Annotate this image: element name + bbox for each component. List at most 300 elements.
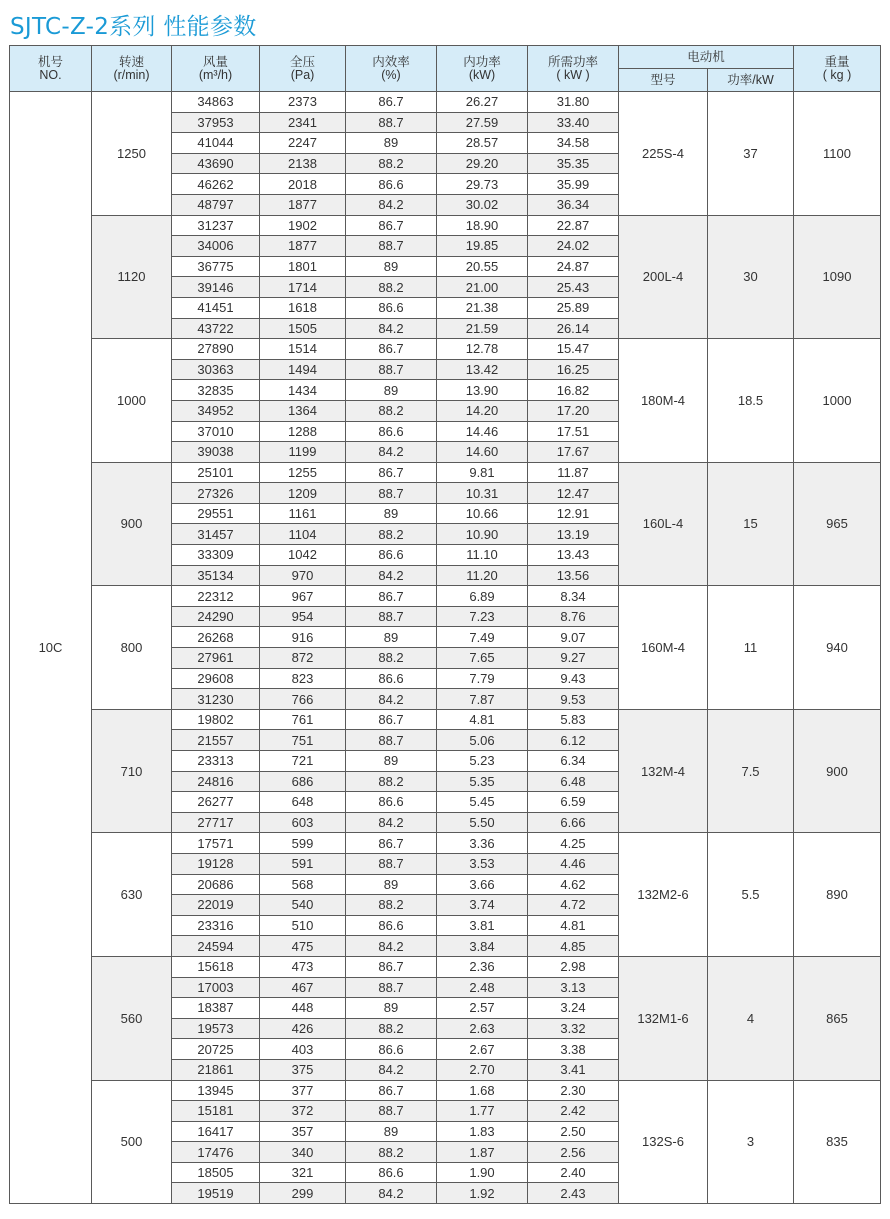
required-power-cell: 26.14	[528, 318, 619, 339]
efficiency-cell: 86.7	[346, 956, 437, 977]
motor-power-cell: 5.5	[708, 833, 794, 957]
weight-cell: 1090	[794, 215, 881, 339]
efficiency-cell: 86.7	[346, 709, 437, 730]
required-power-cell: 2.40	[528, 1162, 619, 1183]
pressure-cell: 648	[260, 792, 346, 813]
airflow-cell: 20725	[172, 1039, 260, 1060]
pressure-cell: 1104	[260, 524, 346, 545]
efficiency-cell: 88.2	[346, 524, 437, 545]
motor-power-cell: 3	[708, 1080, 794, 1204]
motor-power-cell: 4	[708, 956, 794, 1080]
required-power-cell: 9.53	[528, 689, 619, 710]
pressure-cell: 321	[260, 1162, 346, 1183]
efficiency-cell: 86.7	[346, 833, 437, 854]
inner-power-cell: 14.20	[437, 400, 528, 421]
required-power-cell: 4.25	[528, 833, 619, 854]
airflow-cell: 34863	[172, 92, 260, 113]
airflow-cell: 31230	[172, 689, 260, 710]
airflow-cell: 41451	[172, 297, 260, 318]
header-airflow: 风量 (m³/h)	[172, 46, 260, 92]
airflow-cell: 18505	[172, 1162, 260, 1183]
efficiency-cell: 89	[346, 503, 437, 524]
efficiency-cell: 86.7	[346, 586, 437, 607]
airflow-cell: 39146	[172, 277, 260, 298]
motor-model-cell: 180M-4	[619, 339, 708, 463]
efficiency-cell: 84.2	[346, 1183, 437, 1204]
inner-power-cell: 30.02	[437, 194, 528, 215]
inner-power-cell: 3.74	[437, 895, 528, 916]
inner-power-cell: 10.31	[437, 483, 528, 504]
pressure-cell: 357	[260, 1121, 346, 1142]
table-body	[10, 92, 881, 1204]
efficiency-cell: 84.2	[346, 936, 437, 957]
required-power-cell: 17.20	[528, 400, 619, 421]
pressure-cell: 2373	[260, 92, 346, 113]
pressure-cell: 377	[260, 1080, 346, 1101]
weight-cell: 1000	[794, 339, 881, 463]
required-power-cell: 2.43	[528, 1183, 619, 1204]
required-power-cell: 2.56	[528, 1142, 619, 1163]
required-power-cell: 34.58	[528, 133, 619, 154]
airflow-cell: 26277	[172, 792, 260, 813]
required-power-cell: 24.87	[528, 256, 619, 277]
header-motor-power: 功率/kW	[708, 69, 794, 92]
required-power-cell: 12.47	[528, 483, 619, 504]
weight-cell: 890	[794, 833, 881, 957]
pressure-cell: 686	[260, 771, 346, 792]
table-row	[10, 92, 881, 113]
required-power-cell: 6.34	[528, 751, 619, 772]
airflow-cell: 21557	[172, 730, 260, 751]
required-power-cell: 3.41	[528, 1059, 619, 1080]
motor-power-cell: 30	[708, 215, 794, 339]
speed-cell: 500	[92, 1080, 172, 1204]
pressure-cell: 1877	[260, 236, 346, 257]
efficiency-cell: 84.2	[346, 565, 437, 586]
inner-power-cell: 6.89	[437, 586, 528, 607]
inner-power-cell: 2.48	[437, 977, 528, 998]
header-weight: 重量 ( kg )	[794, 46, 881, 92]
pressure-cell: 916	[260, 627, 346, 648]
pressure-cell: 766	[260, 689, 346, 710]
speed-cell: 800	[92, 586, 172, 710]
pressure-cell: 954	[260, 606, 346, 627]
pressure-cell: 426	[260, 1018, 346, 1039]
required-power-cell: 9.07	[528, 627, 619, 648]
table-row	[10, 339, 881, 360]
inner-power-cell: 3.66	[437, 874, 528, 895]
inner-power-cell: 9.81	[437, 462, 528, 483]
pressure-cell: 1434	[260, 380, 346, 401]
efficiency-cell: 86.6	[346, 915, 437, 936]
pressure-cell: 1877	[260, 194, 346, 215]
inner-power-cell: 1.90	[437, 1162, 528, 1183]
efficiency-cell: 84.2	[346, 442, 437, 463]
inner-power-cell: 18.90	[437, 215, 528, 236]
pressure-cell: 2018	[260, 174, 346, 195]
required-power-cell: 35.35	[528, 153, 619, 174]
weight-cell: 865	[794, 956, 881, 1080]
airflow-cell: 24290	[172, 606, 260, 627]
airflow-cell: 17003	[172, 977, 260, 998]
required-power-cell: 4.62	[528, 874, 619, 895]
efficiency-cell: 86.6	[346, 174, 437, 195]
inner-power-cell: 7.23	[437, 606, 528, 627]
airflow-cell: 23316	[172, 915, 260, 936]
inner-power-cell: 3.53	[437, 853, 528, 874]
required-power-cell: 16.25	[528, 359, 619, 380]
pressure-cell: 568	[260, 874, 346, 895]
airflow-cell: 23313	[172, 751, 260, 772]
inner-power-cell: 28.57	[437, 133, 528, 154]
airflow-cell: 21861	[172, 1059, 260, 1080]
airflow-cell: 19573	[172, 1018, 260, 1039]
table-row	[10, 1080, 881, 1101]
table-row	[10, 462, 881, 483]
motor-power-cell: 37	[708, 92, 794, 216]
pressure-cell: 2138	[260, 153, 346, 174]
pressure-cell: 448	[260, 998, 346, 1019]
efficiency-cell: 84.2	[346, 812, 437, 833]
airflow-cell: 34006	[172, 236, 260, 257]
required-power-cell: 13.43	[528, 545, 619, 566]
required-power-cell: 2.50	[528, 1121, 619, 1142]
inner-power-cell: 5.23	[437, 751, 528, 772]
header-speed: 转速 (r/min)	[92, 46, 172, 92]
inner-power-cell: 5.06	[437, 730, 528, 751]
pressure-cell: 751	[260, 730, 346, 751]
inner-power-cell: 5.50	[437, 812, 528, 833]
pressure-cell: 1364	[260, 400, 346, 421]
efficiency-cell: 86.6	[346, 792, 437, 813]
required-power-cell: 4.72	[528, 895, 619, 916]
required-power-cell: 6.12	[528, 730, 619, 751]
pressure-cell: 967	[260, 586, 346, 607]
airflow-cell: 48797	[172, 194, 260, 215]
inner-power-cell: 7.49	[437, 627, 528, 648]
efficiency-cell: 89	[346, 133, 437, 154]
inner-power-cell: 5.45	[437, 792, 528, 813]
inner-power-cell: 19.85	[437, 236, 528, 257]
required-power-cell: 25.43	[528, 277, 619, 298]
inner-power-cell: 14.60	[437, 442, 528, 463]
pressure-cell: 603	[260, 812, 346, 833]
motor-power-cell: 18.5	[708, 339, 794, 463]
inner-power-cell: 2.70	[437, 1059, 528, 1080]
airflow-cell: 39038	[172, 442, 260, 463]
efficiency-cell: 89	[346, 627, 437, 648]
inner-power-cell: 20.55	[437, 256, 528, 277]
efficiency-cell: 89	[346, 256, 437, 277]
speed-cell: 1000	[92, 339, 172, 463]
airflow-cell: 18387	[172, 998, 260, 1019]
required-power-cell: 6.48	[528, 771, 619, 792]
inner-power-cell: 3.81	[437, 915, 528, 936]
pressure-cell: 823	[260, 668, 346, 689]
table-row	[10, 833, 881, 854]
pressure-cell: 473	[260, 956, 346, 977]
efficiency-cell: 88.2	[346, 1018, 437, 1039]
inner-power-cell: 2.67	[437, 1039, 528, 1060]
inner-power-cell: 21.59	[437, 318, 528, 339]
airflow-cell: 43722	[172, 318, 260, 339]
required-power-cell: 4.46	[528, 853, 619, 874]
efficiency-cell: 86.7	[346, 215, 437, 236]
inner-power-cell: 1.68	[437, 1080, 528, 1101]
airflow-cell: 16417	[172, 1121, 260, 1142]
airflow-cell: 22019	[172, 895, 260, 916]
inner-power-cell: 7.79	[437, 668, 528, 689]
airflow-cell: 29608	[172, 668, 260, 689]
airflow-cell: 22312	[172, 586, 260, 607]
efficiency-cell: 88.7	[346, 359, 437, 380]
pressure-cell: 403	[260, 1039, 346, 1060]
inner-power-cell: 1.92	[437, 1183, 528, 1204]
inner-power-cell: 7.65	[437, 648, 528, 669]
airflow-cell: 25101	[172, 462, 260, 483]
pressure-cell: 1902	[260, 215, 346, 236]
efficiency-cell: 84.2	[346, 194, 437, 215]
pressure-cell: 340	[260, 1142, 346, 1163]
airflow-cell: 19802	[172, 709, 260, 730]
required-power-cell: 5.83	[528, 709, 619, 730]
weight-cell: 1100	[794, 92, 881, 216]
efficiency-cell: 84.2	[346, 318, 437, 339]
efficiency-cell: 88.7	[346, 606, 437, 627]
airflow-cell: 43690	[172, 153, 260, 174]
required-power-cell: 2.30	[528, 1080, 619, 1101]
header-efficiency: 内效率 (%)	[346, 46, 437, 92]
inner-power-cell: 1.87	[437, 1142, 528, 1163]
pressure-cell: 1255	[260, 462, 346, 483]
airflow-cell: 31237	[172, 215, 260, 236]
required-power-cell: 25.89	[528, 297, 619, 318]
efficiency-cell: 88.2	[346, 153, 437, 174]
motor-power-cell: 15	[708, 462, 794, 586]
pressure-cell: 591	[260, 853, 346, 874]
airflow-cell: 19128	[172, 853, 260, 874]
efficiency-cell: 86.6	[346, 297, 437, 318]
required-power-cell: 16.82	[528, 380, 619, 401]
efficiency-cell: 84.2	[346, 1059, 437, 1080]
required-power-cell: 17.67	[528, 442, 619, 463]
efficiency-cell: 86.6	[346, 421, 437, 442]
header-motor: 电动机	[619, 46, 794, 69]
inner-power-cell: 29.20	[437, 153, 528, 174]
pressure-cell: 1042	[260, 545, 346, 566]
inner-power-cell: 13.90	[437, 380, 528, 401]
pressure-cell: 721	[260, 751, 346, 772]
pressure-cell: 1161	[260, 503, 346, 524]
inner-power-cell: 21.00	[437, 277, 528, 298]
efficiency-cell: 86.6	[346, 1039, 437, 1060]
speed-cell: 560	[92, 956, 172, 1080]
inner-power-cell: 26.27	[437, 92, 528, 113]
airflow-cell: 20686	[172, 874, 260, 895]
required-power-cell: 13.56	[528, 565, 619, 586]
airflow-cell: 31457	[172, 524, 260, 545]
inner-power-cell: 10.66	[437, 503, 528, 524]
inner-power-cell: 21.38	[437, 297, 528, 318]
efficiency-cell: 86.7	[346, 339, 437, 360]
airflow-cell: 30363	[172, 359, 260, 380]
efficiency-cell: 88.7	[346, 1101, 437, 1122]
required-power-cell: 31.80	[528, 92, 619, 113]
speed-cell: 1120	[92, 215, 172, 339]
table-row	[10, 215, 881, 236]
required-power-cell: 11.87	[528, 462, 619, 483]
inner-power-cell: 29.73	[437, 174, 528, 195]
efficiency-cell: 86.6	[346, 1162, 437, 1183]
motor-model-cell: 225S-4	[619, 92, 708, 216]
inner-power-cell: 12.78	[437, 339, 528, 360]
pressure-cell: 475	[260, 936, 346, 957]
required-power-cell: 8.34	[528, 586, 619, 607]
header-machine-no: 机号 NO.	[10, 46, 92, 92]
efficiency-cell: 88.2	[346, 895, 437, 916]
inner-power-cell: 11.20	[437, 565, 528, 586]
efficiency-cell: 88.7	[346, 730, 437, 751]
pressure-cell: 1505	[260, 318, 346, 339]
airflow-cell: 34952	[172, 400, 260, 421]
efficiency-cell: 88.2	[346, 771, 437, 792]
required-power-cell: 6.59	[528, 792, 619, 813]
weight-cell: 900	[794, 709, 881, 833]
header-pressure: 全压 (Pa)	[260, 46, 346, 92]
weight-cell: 835	[794, 1080, 881, 1204]
efficiency-cell: 88.7	[346, 977, 437, 998]
required-power-cell: 9.27	[528, 648, 619, 669]
efficiency-cell: 89	[346, 380, 437, 401]
pressure-cell: 2341	[260, 112, 346, 133]
pressure-cell: 1714	[260, 277, 346, 298]
required-power-cell: 35.99	[528, 174, 619, 195]
required-power-cell: 2.98	[528, 956, 619, 977]
airflow-cell: 32835	[172, 380, 260, 401]
airflow-cell: 27326	[172, 483, 260, 504]
table-row	[10, 586, 881, 607]
motor-model-cell: 132M2-6	[619, 833, 708, 957]
inner-power-cell: 27.59	[437, 112, 528, 133]
efficiency-cell: 86.6	[346, 545, 437, 566]
motor-model-cell: 160L-4	[619, 462, 708, 586]
efficiency-cell: 89	[346, 1121, 437, 1142]
efficiency-cell: 88.7	[346, 483, 437, 504]
airflow-cell: 17571	[172, 833, 260, 854]
pressure-cell: 1514	[260, 339, 346, 360]
speed-cell: 1250	[92, 92, 172, 216]
inner-power-cell: 2.57	[437, 998, 528, 1019]
motor-power-cell: 7.5	[708, 709, 794, 833]
header-motor-model: 型号	[619, 69, 708, 92]
pressure-cell: 599	[260, 833, 346, 854]
motor-model-cell: 160M-4	[619, 586, 708, 710]
required-power-cell: 2.42	[528, 1101, 619, 1122]
inner-power-cell: 1.83	[437, 1121, 528, 1142]
inner-power-cell: 13.42	[437, 359, 528, 380]
table-row	[10, 956, 881, 977]
required-power-cell: 3.38	[528, 1039, 619, 1060]
efficiency-cell: 88.7	[346, 853, 437, 874]
airflow-cell: 24816	[172, 771, 260, 792]
airflow-cell: 37953	[172, 112, 260, 133]
airflow-cell: 27890	[172, 339, 260, 360]
airflow-cell: 35134	[172, 565, 260, 586]
pressure-cell: 1209	[260, 483, 346, 504]
required-power-cell: 24.02	[528, 236, 619, 257]
airflow-cell: 27961	[172, 648, 260, 669]
efficiency-cell: 89	[346, 874, 437, 895]
inner-power-cell: 2.36	[437, 956, 528, 977]
airflow-cell: 15618	[172, 956, 260, 977]
pressure-cell: 872	[260, 648, 346, 669]
weight-cell: 965	[794, 462, 881, 586]
inner-power-cell: 11.10	[437, 545, 528, 566]
efficiency-cell: 89	[346, 751, 437, 772]
efficiency-cell: 88.2	[346, 648, 437, 669]
performance-table	[9, 45, 881, 1204]
pressure-cell: 2247	[260, 133, 346, 154]
inner-power-cell: 4.81	[437, 709, 528, 730]
required-power-cell: 33.40	[528, 112, 619, 133]
required-power-cell: 22.87	[528, 215, 619, 236]
pressure-cell: 1288	[260, 421, 346, 442]
airflow-cell: 19519	[172, 1183, 260, 1204]
required-power-cell: 9.43	[528, 668, 619, 689]
efficiency-cell: 89	[346, 998, 437, 1019]
pressure-cell: 1618	[260, 297, 346, 318]
speed-cell: 710	[92, 709, 172, 833]
airflow-cell: 27717	[172, 812, 260, 833]
machine-no-cell: 10C	[10, 92, 92, 1204]
pressure-cell: 970	[260, 565, 346, 586]
airflow-cell: 26268	[172, 627, 260, 648]
motor-model-cell: 132S-6	[619, 1080, 708, 1204]
pressure-cell: 467	[260, 977, 346, 998]
required-power-cell: 4.85	[528, 936, 619, 957]
required-power-cell: 3.32	[528, 1018, 619, 1039]
efficiency-cell: 88.7	[346, 236, 437, 257]
pressure-cell: 1494	[260, 359, 346, 380]
efficiency-cell: 88.7	[346, 112, 437, 133]
required-power-cell: 3.24	[528, 998, 619, 1019]
inner-power-cell: 14.46	[437, 421, 528, 442]
motor-model-cell: 200L-4	[619, 215, 708, 339]
pressure-cell: 372	[260, 1101, 346, 1122]
table-row	[10, 709, 881, 730]
efficiency-cell: 86.7	[346, 462, 437, 483]
pressure-cell: 761	[260, 709, 346, 730]
header-inner-power: 内功率 (kW)	[437, 46, 528, 92]
speed-cell: 630	[92, 833, 172, 957]
motor-model-cell: 132M1-6	[619, 956, 708, 1080]
pressure-cell: 375	[260, 1059, 346, 1080]
required-power-cell: 3.13	[528, 977, 619, 998]
inner-power-cell: 3.36	[437, 833, 528, 854]
efficiency-cell: 86.7	[346, 1080, 437, 1101]
required-power-cell: 17.51	[528, 421, 619, 442]
inner-power-cell: 2.63	[437, 1018, 528, 1039]
inner-power-cell: 10.90	[437, 524, 528, 545]
efficiency-cell: 88.2	[346, 277, 437, 298]
motor-power-cell: 11	[708, 586, 794, 710]
airflow-cell: 29551	[172, 503, 260, 524]
required-power-cell: 36.34	[528, 194, 619, 215]
airflow-cell: 46262	[172, 174, 260, 195]
weight-cell: 940	[794, 586, 881, 710]
airflow-cell: 41044	[172, 133, 260, 154]
airflow-cell: 24594	[172, 936, 260, 957]
